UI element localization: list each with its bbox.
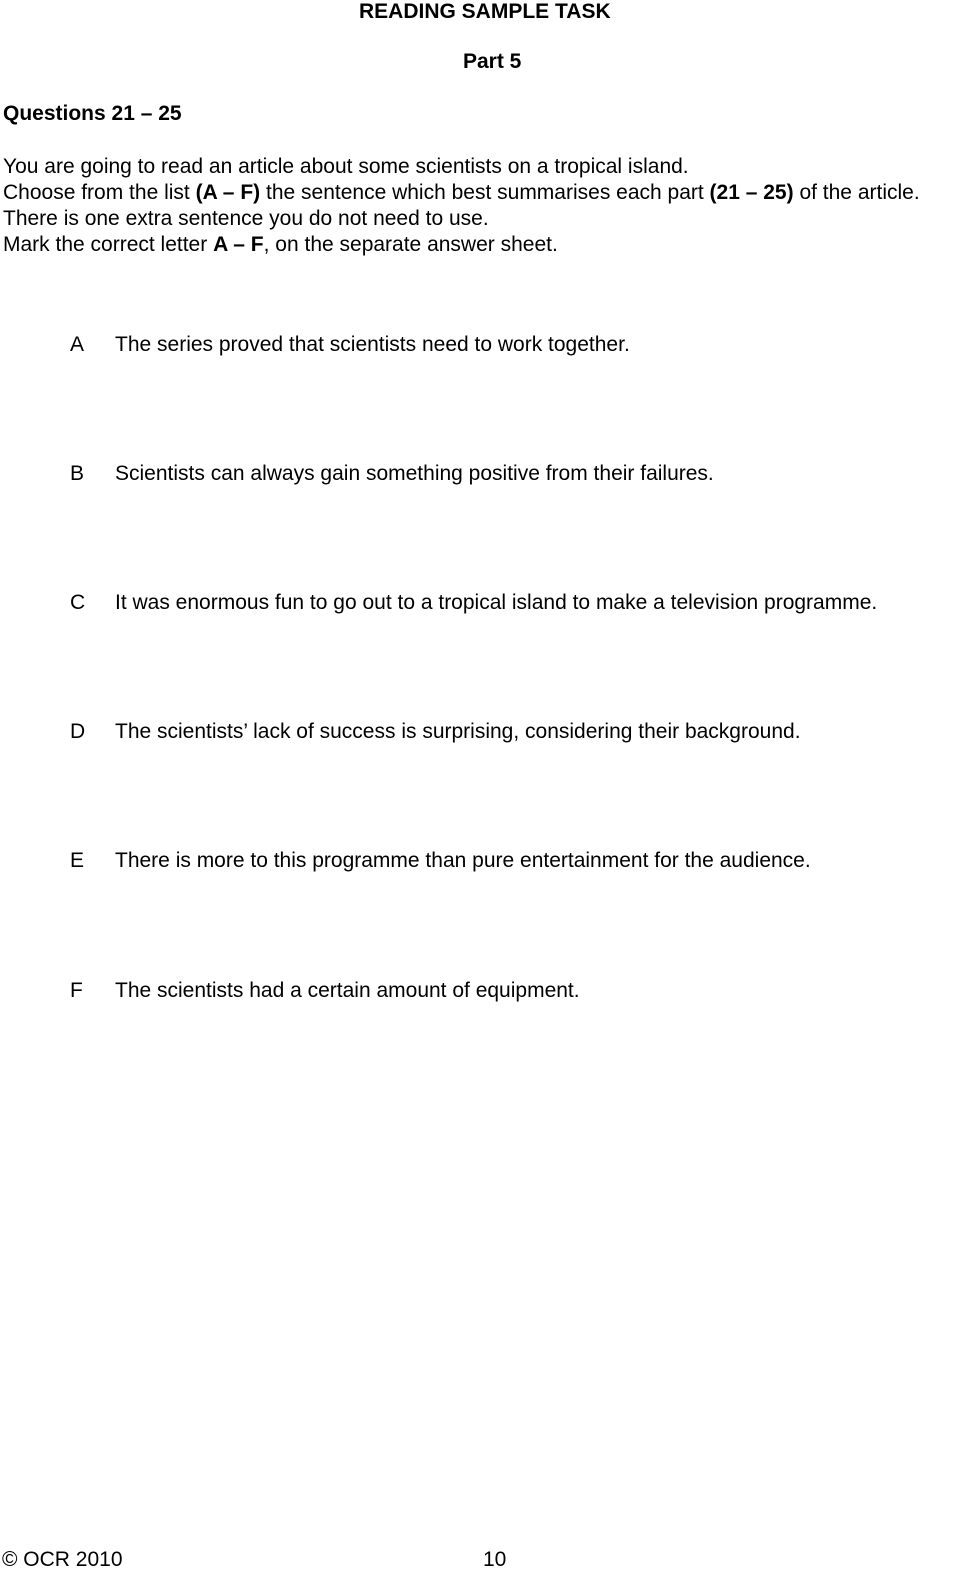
- option-letter: B: [70, 462, 85, 485]
- option-text: The scientists’ lack of success is surprising, considering their background.: [115, 720, 801, 743]
- option-b: [0, 460, 960, 488]
- footer-copyright: © OCR 2010: [2, 1548, 123, 1571]
- option-text: There is more to this programme than pure entertainment for the audience.: [115, 849, 811, 872]
- option-letter: C: [70, 591, 86, 614]
- option-text: It was enormous fun to go out to a tropical island to make a television programme.: [115, 591, 878, 614]
- instruction-line-1: You are going to read an article about some scientists on a tropical island.: [3, 155, 689, 178]
- option-a: [0, 331, 960, 359]
- questions-heading: Questions 21 – 25: [3, 102, 182, 125]
- option-d: [0, 718, 960, 746]
- option-text: The scientists had a certain amount of equipment.: [115, 979, 580, 1002]
- option-letter: A: [70, 333, 85, 356]
- instruction-line-2: Choose from the list (A – F) the sentence which best summarises each part (21 – 25) of the article.: [3, 181, 920, 204]
- option-letter: F: [70, 979, 83, 1002]
- option-letter: E: [70, 849, 85, 872]
- option-letter: D: [70, 720, 86, 743]
- option-text: Scientists can always gain something positive from their failures.: [115, 462, 714, 485]
- option-text: The series proved that scientists need to work together.: [115, 333, 630, 356]
- footer-page-number: 10: [483, 1548, 507, 1571]
- part-title: Part 5: [463, 50, 522, 73]
- instruction-line-3: There is one extra sentence you do not need to use.: [3, 207, 489, 230]
- option-e: [0, 847, 960, 875]
- option-c: [0, 589, 960, 617]
- page-header-title: READING SAMPLE TASK: [359, 0, 611, 23]
- instruction-line-4: Mark the correct letter A – F, on the separate answer sheet.: [3, 233, 558, 256]
- option-f: [0, 977, 960, 1005]
- instructions: [3, 154, 920, 258]
